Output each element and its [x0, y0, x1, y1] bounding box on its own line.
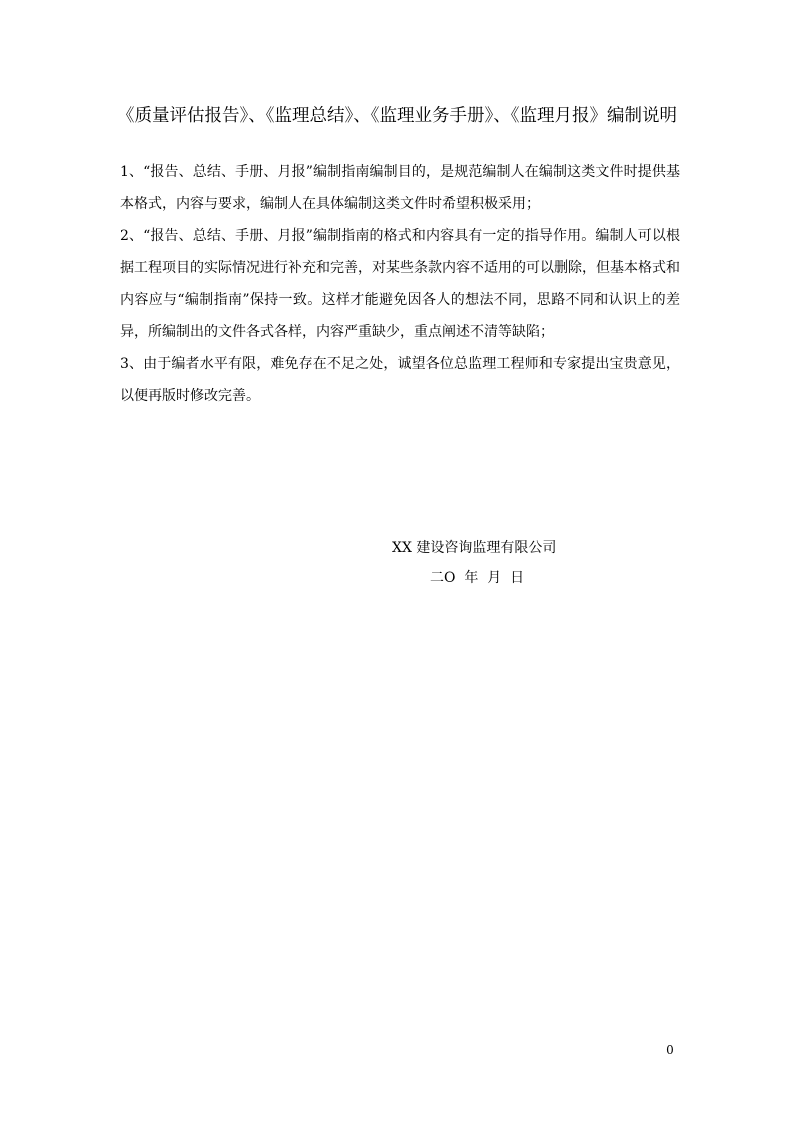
- signature-block: [392, 533, 652, 593]
- paragraph-3: 3、由于编者水平有限，难免存在不足之处，诚望各位总监理工程师和专家提出宝贵意见，以便再版时修改完善。: [120, 356, 680, 404]
- paragraph-1: 1、“报告、总结、手册、月报”编制指南编制目的，是规范编制人在编制这类文件时提供基本格式，内容与要求，编制人在具体编制这类文件时希望积极采用；: [120, 164, 680, 212]
- signature-company: XX 建设咨询监理有限公司: [392, 540, 557, 556]
- document-title: 《质量评估报告》、《监理总结》、《监理业务手册》、《监理月报》编制说明: [117, 106, 677, 126]
- paragraph-2: 2、“报告、总结、手册、月报”编制指南的格式和内容具有一定的指导作用。编制人可以根据工程项目的实际情况进行补充和完善，对某些条款内容不适用的可以删除，但基本格式和内容应与“编制指南”保持一致。这样才能避免因各人的想法不同，思路不同和认识上的差异，所编制出的文件各式各样，内容严重缺少，重点阐述不清等缺陷；: [120, 228, 680, 340]
- document-body: [120, 156, 680, 412]
- page-number: 0: [666, 1043, 674, 1057]
- signature-date: 二O 年 月 日: [430, 570, 525, 586]
